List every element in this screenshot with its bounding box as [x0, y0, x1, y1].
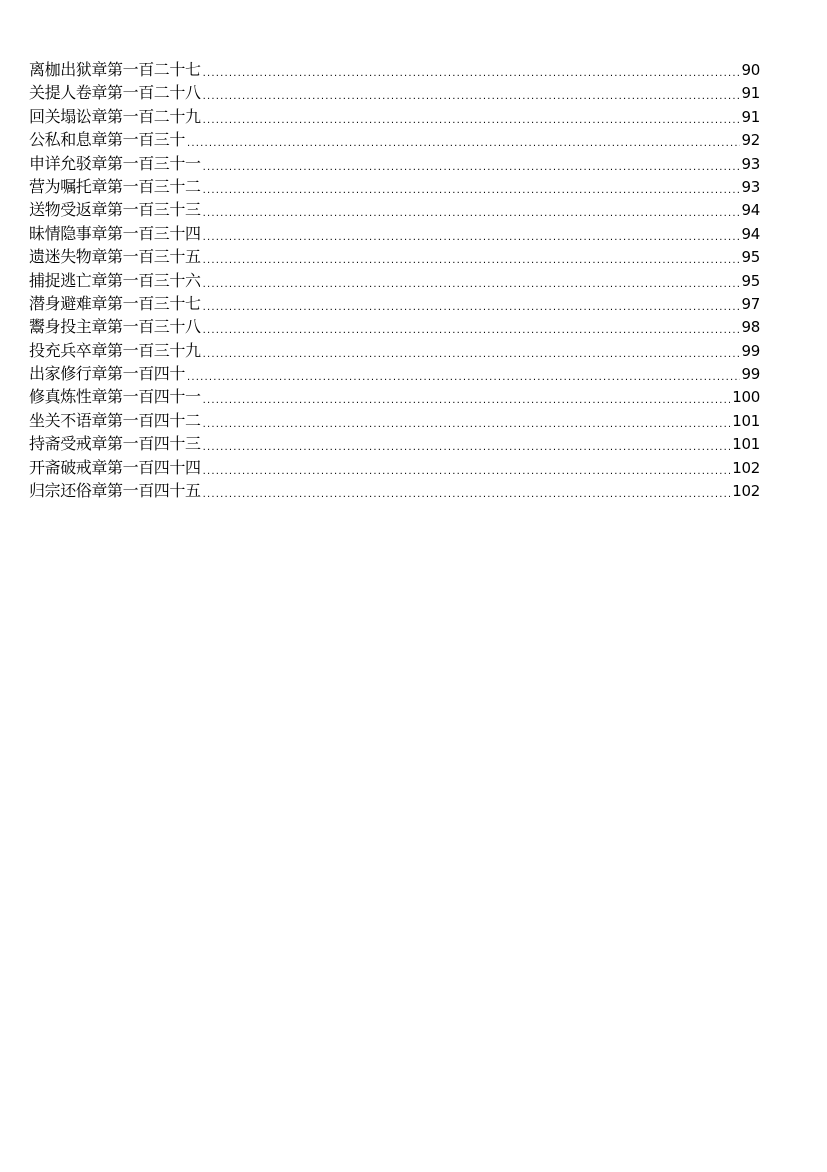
toc-dot-leader	[187, 132, 739, 155]
toc-entry-title: 公私和息章第一百三十	[29, 130, 186, 150]
toc-entry-title: 捕捉逃亡章第一百三十六	[29, 270, 201, 290]
toc-entry-page: 95	[741, 248, 760, 267]
toc-dot-leader	[203, 319, 740, 342]
toc-entry-title: 出家修行章第一百四十	[29, 364, 186, 384]
toc-entry-title: 开斋破戒章第一百四十四	[29, 457, 201, 477]
table-of-contents	[29, 58, 760, 502]
toc-dot-leader	[203, 273, 740, 296]
toc-dot-leader	[203, 109, 740, 132]
toc-dot-leader	[203, 413, 731, 436]
toc-entry[interactable]	[29, 292, 760, 315]
toc-entry[interactable]	[29, 339, 760, 362]
toc-entry[interactable]	[29, 315, 760, 338]
toc-entry[interactable]	[29, 128, 760, 151]
toc-entry[interactable]	[29, 409, 760, 432]
toc-entry-title: 离枷出狱章第一百二十七	[29, 60, 201, 79]
toc-dot-leader	[203, 85, 740, 108]
toc-entry[interactable]	[29, 269, 760, 292]
toc-entry-title: 昧情隐事章第一百三十四	[29, 223, 201, 243]
toc-dot-leader	[187, 366, 739, 389]
toc-entry-page: 102	[732, 482, 760, 501]
toc-dot-leader	[203, 343, 740, 366]
toc-entry-title: 潜身避难章第一百三十七	[29, 293, 201, 313]
toc-entry[interactable]	[29, 152, 760, 175]
toc-entry-title: 修真炼性章第一百四十一	[29, 387, 201, 407]
toc-entry-page: 92	[741, 131, 760, 150]
toc-entry-page: 94	[741, 224, 760, 243]
toc-entry-title: 送物受返章第一百三十三	[29, 200, 201, 220]
toc-dot-leader	[203, 156, 740, 179]
toc-entry[interactable]	[29, 432, 760, 455]
toc-entry[interactable]	[29, 245, 760, 268]
toc-entry[interactable]	[29, 58, 760, 81]
toc-entry-page: 99	[741, 341, 760, 360]
toc-entry-page: 99	[741, 365, 760, 384]
toc-entry-title: 鬻身投主章第一百三十八	[29, 317, 201, 337]
toc-entry-title: 申详允驳章第一百三十一	[29, 153, 201, 173]
toc-dot-leader	[203, 389, 731, 412]
toc-entry-page: 93	[741, 177, 760, 196]
toc-dot-leader	[203, 226, 740, 249]
toc-dot-leader	[203, 460, 731, 483]
toc-dot-leader	[203, 62, 740, 85]
toc-entry[interactable]	[29, 222, 760, 245]
toc-entry[interactable]	[29, 479, 760, 502]
toc-entry-page: 91	[741, 107, 760, 126]
toc-dot-leader	[203, 249, 740, 272]
toc-entry-title: 营为嘱托章第一百三十二	[29, 176, 201, 196]
toc-entry-page: 94	[741, 201, 760, 220]
toc-entry-page: 95	[741, 271, 760, 290]
toc-entry-title: 坐关不语章第一百四十二	[29, 410, 201, 430]
toc-entry-page: 102	[732, 458, 760, 477]
toc-entry[interactable]	[29, 385, 760, 408]
toc-entry-page: 93	[741, 154, 760, 173]
toc-entry[interactable]	[29, 81, 760, 104]
toc-entry[interactable]	[29, 362, 760, 385]
toc-entry-page: 98	[741, 318, 760, 337]
toc-entry-title: 回关塌讼章第一百二十九	[29, 106, 201, 126]
toc-entry-page: 100	[732, 388, 760, 407]
toc-entry-title: 遗迷失物章第一百三十五	[29, 247, 201, 267]
toc-dot-leader	[203, 202, 740, 225]
toc-dot-leader	[203, 483, 731, 506]
toc-dot-leader	[203, 296, 740, 319]
toc-entry-title: 归宗还俗章第一百四十五	[29, 481, 201, 501]
toc-entry[interactable]	[29, 456, 760, 479]
toc-entry[interactable]	[29, 175, 760, 198]
toc-entry-page: 91	[741, 84, 760, 103]
toc-entry-page: 90	[741, 61, 760, 79]
toc-entry-title: 持斋受戒章第一百四十三	[29, 434, 201, 454]
toc-entry-title: 关提人卷章第一百二十八	[29, 83, 201, 103]
toc-entry-page: 97	[741, 294, 760, 313]
toc-dot-leader	[203, 179, 740, 202]
toc-entry[interactable]	[29, 198, 760, 221]
toc-entry-page: 101	[732, 411, 760, 430]
toc-entry-title: 投充兵卒章第一百三十九	[29, 340, 201, 360]
toc-entry-page: 101	[732, 435, 760, 454]
toc-dot-leader	[203, 436, 731, 459]
toc-entry[interactable]	[29, 105, 760, 128]
